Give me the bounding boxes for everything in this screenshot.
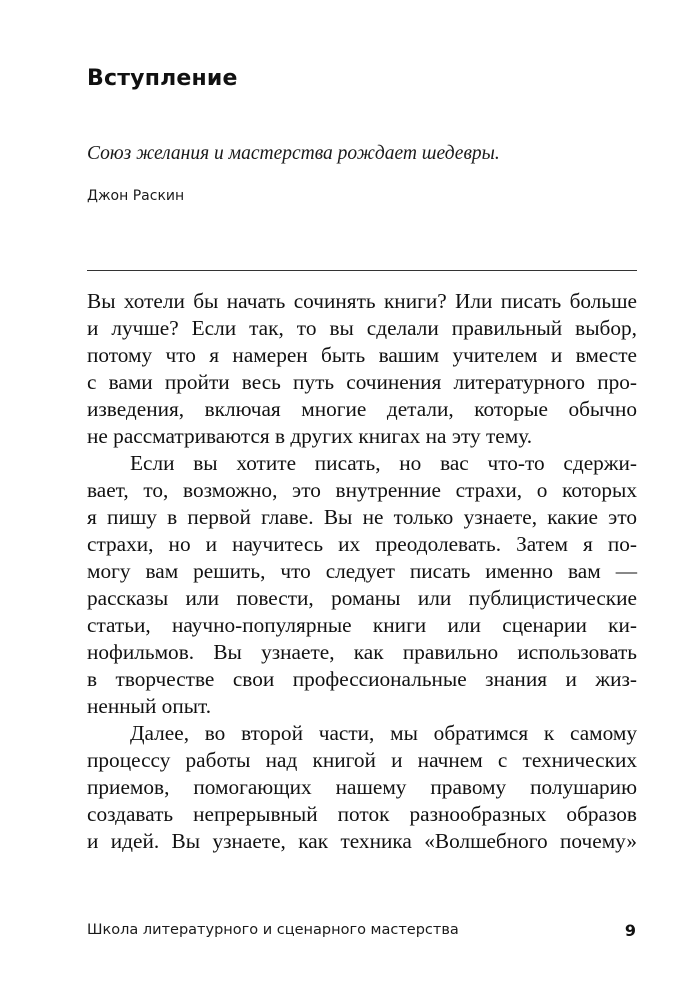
epigraph-author: Джон Раскин bbox=[87, 188, 185, 204]
body-line: потому что я намерен быть вашим учителем и вместе bbox=[87, 343, 637, 367]
page-number: 9 bbox=[624, 921, 636, 940]
body-line: в творчестве свои профессиональные знания и жиз- bbox=[87, 667, 637, 691]
body-line: я пишу в первой главе. Вы не только узнаете, какие это bbox=[87, 505, 637, 529]
body-line: рассказы или повести, романы или публицистические bbox=[87, 586, 637, 610]
body-line: и идей. Вы узнаете, как техника «Волшебного почему» bbox=[87, 829, 637, 853]
chapter-title: Вступление bbox=[87, 66, 238, 91]
body-line: статьи, научно-популярные книги или сценарии ки- bbox=[87, 613, 637, 637]
body-text bbox=[87, 288, 637, 855]
running-footer-title: Школа литературного и сценарного мастерства bbox=[87, 922, 459, 938]
body-line: создавать непрерывный поток разнообразных образов bbox=[87, 802, 637, 826]
section-divider bbox=[87, 270, 637, 271]
body-line: ненный опыт. bbox=[87, 694, 212, 718]
body-line: и лучше? Если так, то вы сделали правильный выбор, bbox=[87, 316, 637, 340]
body-line: Если вы хотите писать, но вас что-то сдержи- bbox=[130, 451, 637, 475]
body-line: нофильмов. Вы узнаете, как правильно использовать bbox=[87, 640, 637, 664]
epigraph-quote: Союз желания и мастерства рождает шедевры. bbox=[87, 143, 500, 164]
body-line: не рассматриваются в других книгах на эту тему. bbox=[87, 424, 533, 448]
body-line: Далее, во второй части, мы обратимся к самому bbox=[130, 721, 637, 745]
body-line: процессу работы над книгой и начнем с технических bbox=[87, 748, 637, 772]
body-line: изведения, включая многие детали, которые обычно bbox=[87, 397, 637, 421]
body-line: приемов, помогающих нашему правому полушарию bbox=[87, 775, 637, 799]
body-line: вает, то, возможно, это внутренние страхи, о которых bbox=[87, 478, 637, 502]
body-line: с вами пройти весь путь сочинения литературного про- bbox=[87, 370, 637, 394]
body-line: страхи, но и научитесь их преодолевать. Затем я по- bbox=[87, 532, 637, 556]
body-line: могу вам решить, что следует писать именно вам — bbox=[87, 559, 637, 583]
body-line: Вы хотели бы начать сочинять книги? Или писать больше bbox=[87, 289, 637, 313]
